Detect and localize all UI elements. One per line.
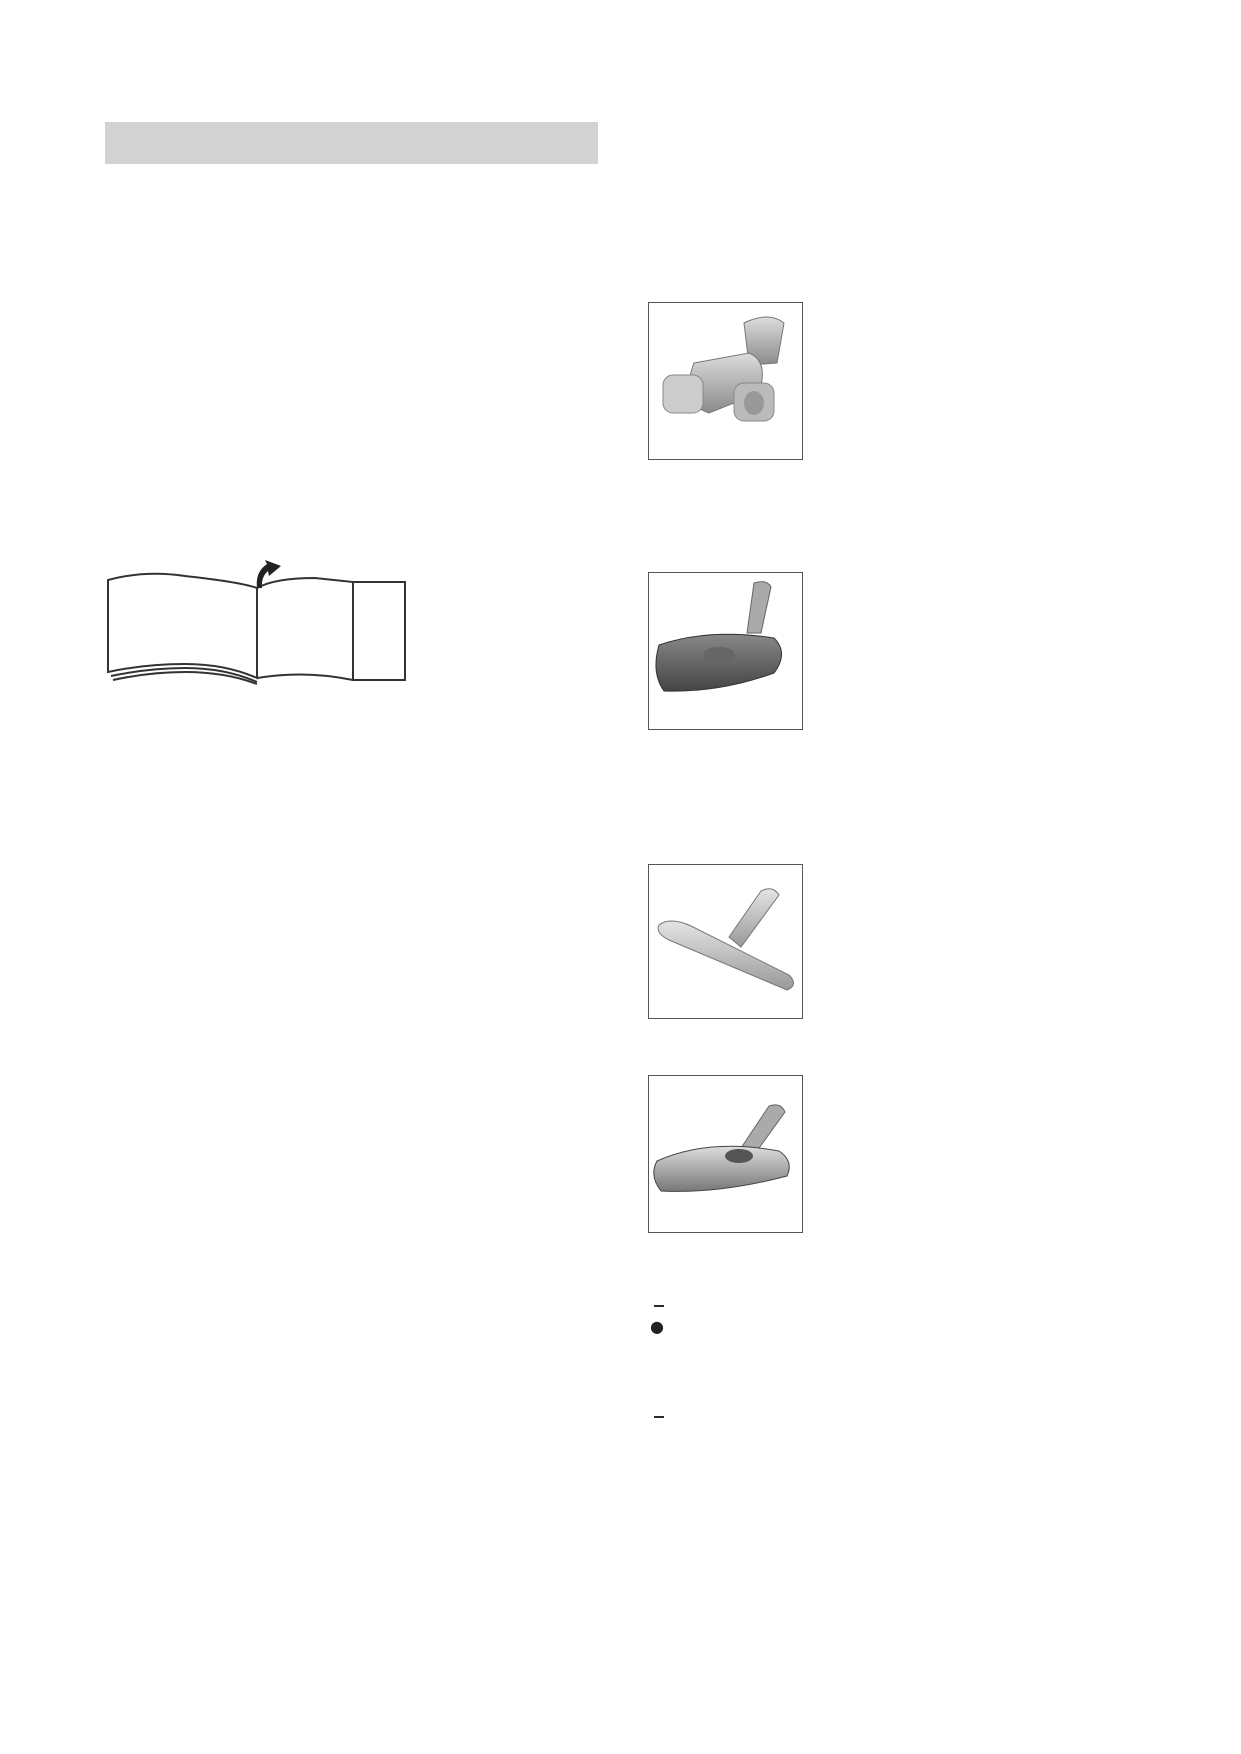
unfold-pages-illustration <box>105 560 415 685</box>
figure-1-label <box>648 1293 664 1314</box>
hard-floor-roller-brush-icon <box>649 1076 802 1232</box>
language-header-bar <box>105 122 598 164</box>
hard-floor-brush-icon <box>649 865 802 1018</box>
figure-2-label <box>648 1404 664 1425</box>
upholstery-turbo-brush-icon <box>649 303 802 459</box>
floor-turbo-brush-icon <box>649 573 802 729</box>
figure-2-number <box>654 1416 664 1418</box>
accessory-a-image <box>648 302 803 460</box>
bullet-icon: ● <box>650 1317 664 1336</box>
accessory-d-image <box>648 1075 803 1233</box>
accessory-b-image <box>648 572 803 730</box>
figure-1-number <box>654 1305 664 1307</box>
accessory-c-image <box>648 864 803 1019</box>
